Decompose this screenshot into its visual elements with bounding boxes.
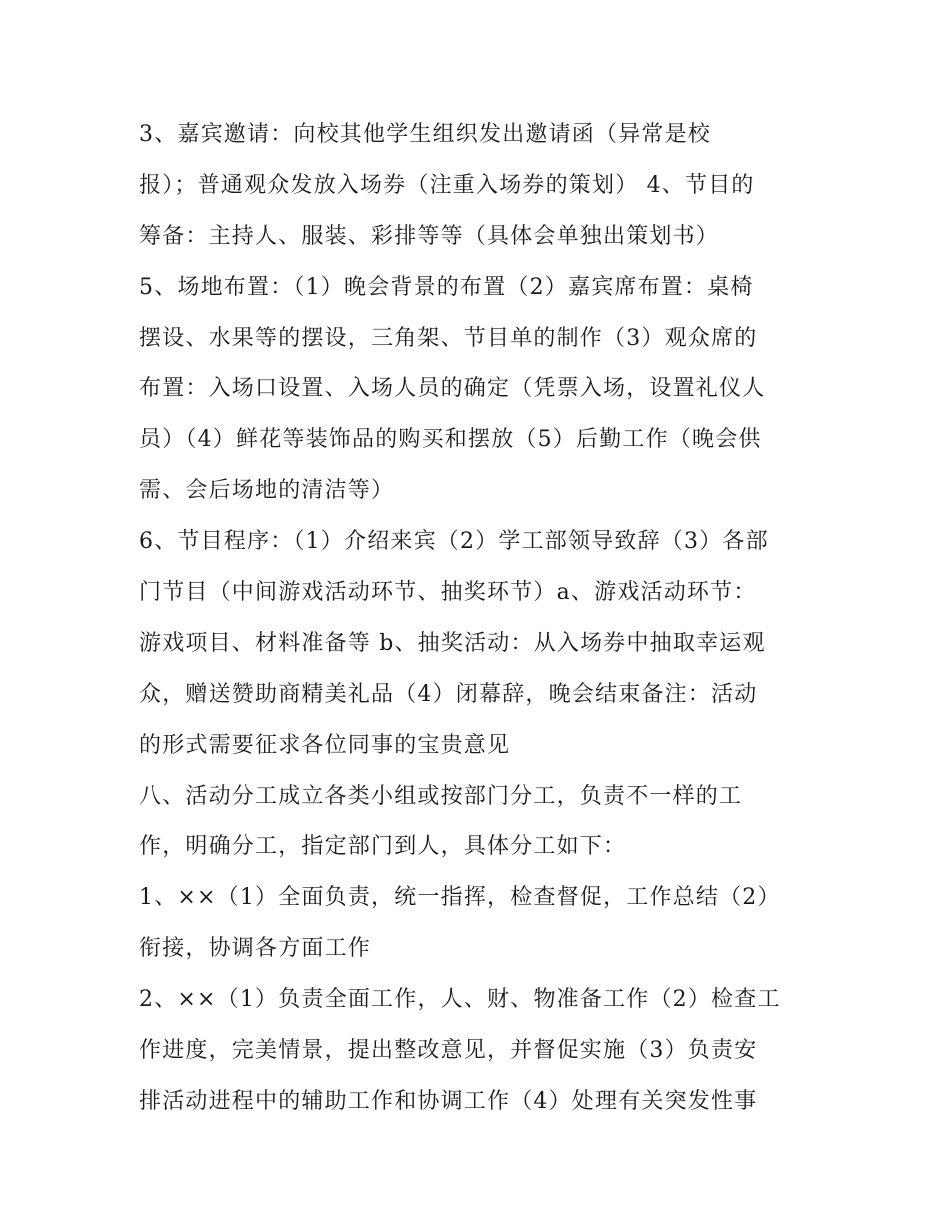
text-line: 需、会后场地的清洁等） <box>139 478 395 504</box>
text-line: 衔接，协调各方面工作 <box>139 936 372 962</box>
text-line: 5、场地布置：（1）晚会背景的布置（2）嘉宾席布置：桌椅 <box>139 274 754 300</box>
text-line: 摆设、水果等的摆设，三角架、节目单的制作（3）观众席的 <box>139 325 758 351</box>
text-line: 排活动进程中的辅助工作和协调工作（4）处理有关突发性事 <box>139 1088 758 1114</box>
text-line: 门节目（中间游戏活动环节、抽奖环节）a、游戏活动环节： <box>139 580 757 606</box>
text-line: 员）（4）鲜花等装饰品的购买和摆放（5）后勤工作（晚会供 <box>139 427 762 453</box>
text-line: 筹备：主持人、服装、彩排等等（具体会单独出策划书） <box>139 223 720 249</box>
text-line: 报）；普通观众发放入场券（注重入场券的策划） 4、节目的 <box>139 172 755 198</box>
text-line: 1、××（1）全面负责，统一指挥，检查督促，工作总结（2） <box>139 885 781 911</box>
text-line: 布置：入场口设置、入场人员的确定（凭票入场，设置礼仪人 <box>139 376 766 402</box>
text-line: 作，明确分工，指定部门到人，具体分工如下： <box>139 834 627 860</box>
text-line: 众，赠送赞助商精美礼品（4）闭幕辞，晚会结束备注：活动 <box>139 681 758 707</box>
document-body <box>139 110 819 1128</box>
text-line: 八、活动分工成立各类小组或按部门分工，负责不一样的工 <box>139 783 743 809</box>
text-line: 游戏项目、材料准备等 b、抽奖活动：从入场券中抽取幸运观 <box>139 630 766 656</box>
text-line: 3、嘉宾邀请：向校其他学生组织发出邀请函（异常是校 <box>139 122 711 147</box>
text-line: 作进度，完美情景，提出整改意见，并督促实施（3）负责安 <box>139 1038 758 1064</box>
text-line: 的形式需要征求各位同事的宝贵意见 <box>139 732 511 758</box>
text-line: 6、节目程序：（1）介绍来宾（2）学工部领导致辞（3）各部 <box>139 529 769 555</box>
text-line: 2、××（1）负责全面工作，人、财、物准备工作（2）检查工 <box>139 987 781 1013</box>
